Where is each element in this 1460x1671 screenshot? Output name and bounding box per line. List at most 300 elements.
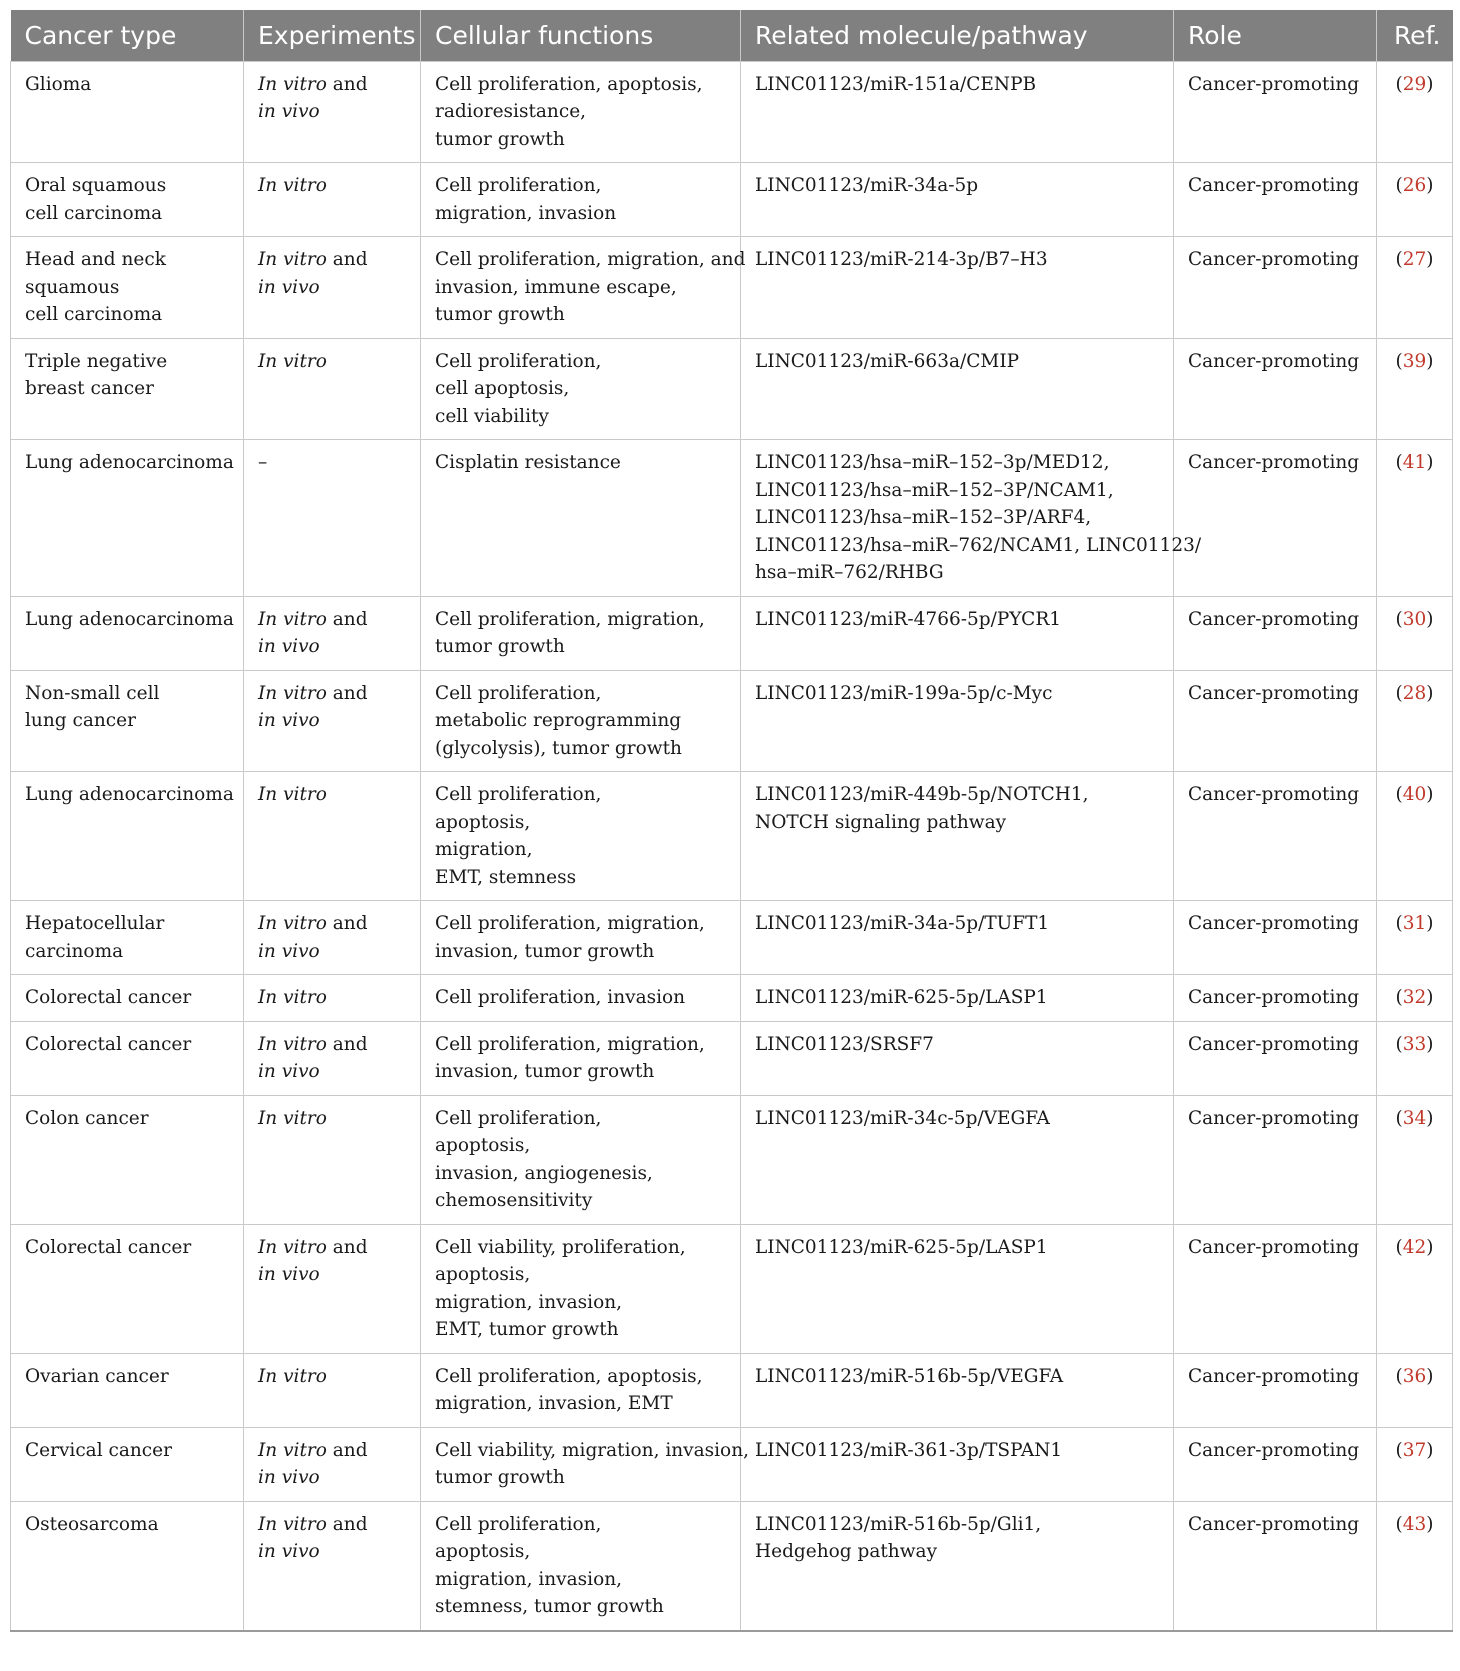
experiments-line (258, 1538, 406, 1566)
cell-role (1174, 772, 1377, 901)
experiments-line (258, 1105, 406, 1133)
cell-role (1174, 1021, 1377, 1095)
cell-cellular-functions (421, 237, 746, 339)
role-text: Cancer-promoting (1188, 682, 1360, 704)
experiments-line (258, 1511, 406, 1539)
experiments-italic: in vivo (258, 1467, 320, 1488)
cell-related-molecule (741, 772, 1174, 901)
cell-related-molecule (741, 1427, 1174, 1501)
experiments-line (258, 348, 406, 376)
experiments-line (258, 1363, 406, 1391)
cell-cancer-type (11, 1095, 244, 1224)
role-text: Cancer-promoting (1188, 1107, 1360, 1129)
cell-experiments (244, 237, 421, 339)
table-row (11, 1353, 1453, 1427)
cancer-type-line: Osteosarcoma (25, 1513, 159, 1535)
ref-wrapper: (33) (1395, 1033, 1434, 1055)
experiments-plain: and (326, 1513, 368, 1535)
functions-line: migration, invasion, (435, 1568, 622, 1590)
functions-line: Cell proliferation, migration, (435, 1033, 705, 1055)
cell-related-molecule (741, 1095, 1174, 1224)
ref-link[interactable]: 41 (1402, 452, 1427, 473)
cell-ref (1377, 1224, 1453, 1353)
cell-experiments (244, 1224, 421, 1353)
molecule-line: LINC01123/hsa–miR–152–3p/MED12, (755, 452, 1110, 473)
cell-related-molecule (741, 1501, 1174, 1631)
functions-line: invasion, angiogenesis, (435, 1162, 653, 1184)
functions-line: migration, invasion (435, 202, 617, 224)
cancer-type-line: Head and neck (25, 249, 166, 270)
experiments-plain: and (326, 913, 368, 934)
molecule-line: LINC01123/miR-516b-5p/Gli1, (755, 1513, 1042, 1535)
molecule-line: LINC01123/miR-625-5p/LASP1 (755, 987, 1048, 1008)
cell-experiments (244, 1095, 421, 1224)
ref-link[interactable]: 34 (1402, 1107, 1427, 1129)
experiments-plain: and (326, 682, 368, 704)
cell-cancer-type (11, 1427, 244, 1501)
functions-line: migration, invasion, EMT (435, 1393, 673, 1414)
cell-role (1174, 1501, 1377, 1631)
cell-related-molecule (741, 975, 1174, 1022)
ref-wrapper: (43) (1395, 1513, 1434, 1535)
functions-line: cell viability (435, 405, 549, 427)
cell-related-molecule (741, 237, 1174, 339)
functions-line: stemness, tumor growth (435, 1596, 664, 1617)
role-text: Cancer-promoting (1188, 1439, 1360, 1461)
table-row (11, 1224, 1453, 1353)
ref-link[interactable]: 27 (1402, 249, 1427, 270)
experiments-italic: in vivo (258, 276, 320, 298)
cancer-type-line: Hepatocellular (25, 913, 165, 934)
functions-line: Cell proliferation, (435, 784, 602, 805)
experiments-line (258, 1464, 406, 1492)
molecule-line: LINC01123/miR-34a-5p/TUFT1 (755, 913, 1050, 934)
cell-cellular-functions (421, 1427, 749, 1501)
ref-link[interactable]: 30 (1402, 608, 1427, 630)
ref-link[interactable]: 33 (1402, 1033, 1427, 1055)
ref-wrapper: (31) (1395, 913, 1434, 934)
cell-related-molecule (741, 670, 1174, 772)
cell-ref (1377, 1427, 1453, 1501)
molecule-line: LINC01123/miR-625-5p/LASP1 (755, 1236, 1048, 1258)
cell-ref (1377, 61, 1453, 163)
cell-cancer-type (11, 1501, 244, 1631)
cell-role (1174, 1427, 1377, 1501)
cell-cellular-functions (421, 61, 741, 163)
functions-line: Cell proliferation, (435, 1107, 602, 1129)
functions-line: cell apoptosis, (435, 378, 570, 399)
cell-ref (1377, 440, 1453, 597)
functions-line: chemosensitivity (435, 1190, 593, 1211)
cell-role (1174, 61, 1377, 163)
role-text: Cancer-promoting (1188, 1033, 1360, 1055)
molecule-line: LINC01123/miR-361-3p/TSPAN1 (755, 1439, 1063, 1461)
molecule-line: LINC01123/miR-214-3p/B7–H3 (755, 249, 1048, 270)
table-row (11, 596, 1453, 670)
cell-role (1174, 237, 1377, 339)
experiments-line (258, 680, 406, 708)
table-row (11, 772, 1453, 901)
ref-wrapper: (42) (1395, 1236, 1434, 1258)
ref-link[interactable]: 39 (1402, 350, 1427, 372)
cancer-type-line: Non-small cell (25, 682, 160, 704)
cell-ref (1377, 772, 1453, 901)
header-related-molecule: Related molecule/pathway (741, 10, 1174, 61)
cell-cellular-functions (421, 1021, 741, 1095)
cancer-type-line: Oral squamous (25, 175, 167, 196)
cell-related-molecule (741, 596, 1174, 670)
role-text: Cancer-promoting (1188, 249, 1360, 270)
role-text: Cancer-promoting (1188, 913, 1360, 934)
cell-cellular-functions (421, 338, 741, 440)
cancer-type-line: Lung adenocarcinoma (25, 452, 234, 473)
cell-experiments (244, 901, 421, 975)
molecule-line: LINC01123/miR-663a/CMIP (755, 350, 1020, 372)
ref-wrapper: (40) (1395, 784, 1434, 805)
ref-wrapper: (28) (1395, 682, 1434, 704)
functions-line: apoptosis, (435, 1264, 531, 1285)
cell-ref (1377, 338, 1453, 440)
experiments-italic: In vitro (258, 73, 327, 95)
experiments-line (258, 71, 406, 99)
functions-line: invasion, immune escape, (435, 276, 677, 298)
role-text: Cancer-promoting (1188, 987, 1360, 1008)
cell-experiments (244, 440, 421, 597)
functions-line: radioresistance, (435, 101, 587, 122)
cancer-type-line: lung cancer (25, 710, 136, 731)
experiments-italic: In vitro (258, 608, 327, 630)
table-row (11, 670, 1453, 772)
ref-wrapper: (41) (1395, 452, 1434, 473)
experiments-italic: In vitro (258, 1033, 327, 1055)
experiments-italic: In vitro (258, 1107, 327, 1129)
cell-ref (1377, 975, 1453, 1022)
functions-line: apoptosis, (435, 1541, 531, 1562)
cell-related-molecule (741, 1021, 1174, 1095)
ref-link[interactable]: 31 (1402, 913, 1427, 934)
molecule-line: LINC01123/SRSF7 (755, 1033, 934, 1055)
molecule-line: LINC01123/miR-199a-5p/c-Myc (755, 682, 1053, 704)
experiments-italic: In vitro (258, 1439, 327, 1461)
table-row (11, 338, 1453, 440)
cancer-type-line: Cervical cancer (25, 1439, 172, 1461)
experiments-italic: In vitro (258, 784, 327, 805)
functions-line: tumor growth (435, 304, 565, 325)
cell-cancer-type (11, 670, 244, 772)
functions-line: Cell proliferation, (435, 350, 602, 372)
functions-line: Cisplatin resistance (435, 452, 621, 473)
cell-related-molecule (741, 901, 1174, 975)
ref-wrapper: (36) (1395, 1365, 1434, 1387)
functions-line: Cell proliferation, (435, 1513, 602, 1535)
experiments-line (258, 1031, 406, 1059)
cell-experiments (244, 1427, 421, 1501)
cell-cellular-functions (421, 596, 741, 670)
role-text: Cancer-promoting (1188, 452, 1360, 473)
cell-ref (1377, 1095, 1453, 1224)
molecule-line: NOTCH signaling pathway (755, 811, 1007, 833)
experiments-plain: and (326, 1033, 368, 1055)
experiments-plain: and (326, 1439, 368, 1461)
cell-ref (1377, 670, 1453, 772)
functions-line: Cell proliferation, migration, and (435, 249, 746, 270)
molecule-line: LINC01123/miR-34a-5p (755, 175, 979, 196)
ref-link[interactable]: 28 (1402, 682, 1427, 704)
cell-cancer-type (11, 1021, 244, 1095)
experiments-line (258, 1058, 406, 1086)
header-cancer-type: Cancer type (11, 10, 244, 61)
cell-cancer-type (11, 975, 244, 1022)
role-text: Cancer-promoting (1188, 784, 1360, 805)
experiments-italic: in vivo (258, 1264, 320, 1285)
molecule-line: LINC01123/miR-4766-5p/PYCR1 (755, 608, 1062, 630)
experiments-italic: in vivo (258, 101, 320, 122)
cell-ref (1377, 596, 1453, 670)
header-cellular-functions: Cellular functions (421, 10, 741, 61)
table-row (11, 1427, 1453, 1501)
header-experiments: Experiments (244, 10, 421, 61)
functions-line: (glycolysis), tumor growth (435, 737, 682, 759)
cancer-type-line: carcinoma (25, 940, 124, 962)
cell-experiments (244, 1021, 421, 1095)
ref-wrapper: (32) (1395, 987, 1434, 1008)
cell-cellular-functions (421, 1353, 741, 1427)
experiments-plain: – (258, 452, 268, 473)
experiments-line (258, 984, 406, 1012)
experiments-line (258, 172, 406, 200)
experiments-line (258, 98, 406, 126)
ref-wrapper: (37) (1395, 1439, 1434, 1461)
cell-related-molecule (741, 61, 1174, 163)
header-ref: Ref. (1377, 10, 1453, 61)
cell-experiments (244, 163, 421, 237)
cell-cancer-type (11, 338, 244, 440)
experiments-italic: In vitro (258, 987, 327, 1008)
functions-line: invasion, tumor growth (435, 1061, 655, 1082)
cell-cellular-functions (421, 1501, 741, 1631)
ref-wrapper: (27) (1395, 249, 1434, 270)
ref-wrapper: (29) (1395, 73, 1434, 95)
cell-ref (1377, 237, 1453, 339)
functions-line: metabolic reprogramming (435, 710, 682, 731)
cell-role (1174, 1095, 1377, 1224)
cancer-table (10, 10, 1453, 1632)
table-row (11, 1021, 1453, 1095)
ref-wrapper: (34) (1395, 1107, 1434, 1129)
cancer-type-line: Lung adenocarcinoma (25, 608, 234, 630)
role-text: Cancer-promoting (1188, 73, 1360, 95)
molecule-line: LINC01123/hsa–miR–152–3P/NCAM1, (755, 479, 1114, 501)
molecule-line: LINC01123/hsa–miR–152–3P/ARF4, (755, 507, 1092, 528)
table-body (11, 61, 1453, 1631)
experiments-line (258, 633, 406, 661)
cell-role (1174, 596, 1377, 670)
functions-line: tumor growth (435, 636, 565, 657)
experiments-plain: and (326, 608, 368, 630)
cell-cancer-type (11, 596, 244, 670)
functions-line: apoptosis, (435, 811, 531, 833)
cell-role (1174, 338, 1377, 440)
molecule-line: LINC01123/miR-516b-5p/VEGFA (755, 1365, 1064, 1387)
functions-line: Cell proliferation, apoptosis, (435, 73, 703, 95)
role-text: Cancer-promoting (1188, 175, 1360, 196)
cell-ref (1377, 901, 1453, 975)
experiments-plain: and (326, 249, 368, 270)
experiments-line (258, 1261, 406, 1289)
experiments-line (258, 910, 406, 938)
cell-ref (1377, 1353, 1453, 1427)
cancer-type-line: Colorectal cancer (25, 987, 192, 1008)
cell-related-molecule (741, 1224, 1174, 1353)
cell-related-molecule (741, 1353, 1174, 1427)
cell-cancer-type (11, 237, 244, 339)
cell-cancer-type (11, 1353, 244, 1427)
cell-cancer-type (11, 772, 244, 901)
ref-link[interactable]: 36 (1402, 1365, 1427, 1387)
functions-line: EMT, stemness (435, 866, 577, 888)
ref-link[interactable]: 43 (1402, 1513, 1427, 1535)
functions-line: migration, (435, 839, 533, 860)
cell-experiments (244, 670, 421, 772)
functions-line: Cell viability, migration, invasion, (435, 1439, 749, 1461)
cell-experiments (244, 61, 421, 163)
molecule-line: LINC01123/miR-449b-5p/NOTCH1, (755, 784, 1089, 805)
experiments-line (258, 606, 406, 634)
experiments-line (258, 274, 406, 302)
cell-cancer-type (11, 440, 244, 597)
table-row (11, 237, 1453, 339)
role-text: Cancer-promoting (1188, 608, 1360, 630)
functions-line: Cell proliferation, (435, 682, 602, 704)
cancer-type-line: Colon cancer (25, 1107, 149, 1129)
experiments-italic: In vitro (258, 249, 327, 270)
cancer-type-line: Colorectal cancer (25, 1236, 192, 1258)
ref-link[interactable]: 37 (1402, 1439, 1427, 1461)
cancer-type-line: Triple negative (25, 350, 168, 372)
molecule-line: hsa–miR–762/RHBG (755, 562, 944, 583)
experiments-italic: In vitro (258, 175, 327, 196)
cancer-type-line: Lung adenocarcinoma (25, 784, 234, 805)
table-row (11, 163, 1453, 237)
ref-link[interactable]: 32 (1402, 987, 1427, 1008)
functions-line: invasion, tumor growth (435, 940, 655, 962)
cell-experiments (244, 338, 421, 440)
cell-cellular-functions (421, 670, 741, 772)
experiments-italic: in vivo (258, 636, 320, 657)
cell-cancer-type (11, 1224, 244, 1353)
table-row (11, 1095, 1453, 1224)
cell-ref (1377, 1501, 1453, 1631)
experiments-italic: In vitro (258, 682, 327, 704)
cancer-type-line: breast cancer (25, 378, 154, 399)
role-text: Cancer-promoting (1188, 1365, 1360, 1387)
cell-experiments (244, 975, 421, 1022)
cell-cellular-functions (421, 440, 741, 597)
experiments-italic: In vitro (258, 913, 327, 934)
role-text: Cancer-promoting (1188, 1513, 1360, 1535)
experiments-line (258, 1437, 406, 1465)
cell-cellular-functions (421, 163, 741, 237)
experiments-italic: in vivo (258, 710, 320, 731)
functions-line: Cell proliferation, (435, 175, 602, 196)
cell-related-molecule (741, 338, 1174, 440)
functions-line: tumor growth (435, 128, 565, 150)
functions-line: Cell viability, proliferation, (435, 1236, 686, 1258)
experiments-plain: and (326, 1236, 368, 1258)
experiments-line (258, 938, 406, 966)
cell-role (1174, 1224, 1377, 1353)
experiments-italic: in vivo (258, 940, 320, 962)
functions-line: Cell proliferation, migration, (435, 913, 705, 934)
cell-cellular-functions (421, 1095, 741, 1224)
experiments-italic: In vitro (258, 1365, 327, 1387)
header-role: Role (1174, 10, 1377, 61)
experiments-italic: In vitro (258, 350, 327, 372)
experiments-italic: in vivo (258, 1541, 320, 1562)
cell-related-molecule (741, 440, 1202, 597)
functions-line: tumor growth (435, 1467, 565, 1488)
cell-role (1174, 670, 1377, 772)
cell-ref (1377, 163, 1453, 237)
experiments-line (258, 781, 406, 809)
cell-role (1174, 901, 1377, 975)
table-row (11, 1501, 1453, 1631)
table-row (11, 901, 1453, 975)
ref-wrapper: (30) (1395, 608, 1434, 630)
cell-experiments (244, 596, 421, 670)
functions-line: Cell proliferation, apoptosis, (435, 1365, 703, 1387)
cell-experiments (244, 772, 421, 901)
cell-role (1174, 163, 1377, 237)
ref-link[interactable]: 40 (1402, 784, 1427, 805)
cancer-type-line: squamous (25, 276, 120, 298)
ref-link[interactable]: 42 (1402, 1236, 1427, 1258)
role-text: Cancer-promoting (1188, 350, 1360, 372)
functions-line: Cell proliferation, invasion (435, 987, 686, 1008)
cell-cellular-functions (421, 1224, 741, 1353)
experiments-italic: In vitro (258, 1236, 327, 1258)
cell-ref (1377, 1021, 1453, 1095)
cancer-type-line: cell carcinoma (25, 304, 163, 325)
molecule-line: Hedgehog pathway (755, 1541, 938, 1562)
ref-link[interactable]: 29 (1402, 73, 1427, 95)
functions-line: EMT, tumor growth (435, 1319, 619, 1340)
cancer-type-line: cell carcinoma (25, 202, 163, 224)
cell-cancer-type (11, 163, 244, 237)
ref-wrapper: (26) (1395, 175, 1434, 196)
cell-cellular-functions (421, 975, 741, 1022)
cell-cancer-type (11, 901, 244, 975)
functions-line: Cell proliferation, migration, (435, 608, 705, 630)
cell-role (1174, 975, 1377, 1022)
header-row (11, 10, 1453, 61)
cell-role (1174, 440, 1377, 597)
cancer-type-line: Ovarian cancer (25, 1365, 169, 1387)
data-table-wrapper (10, 10, 1452, 1632)
experiments-plain: and (326, 73, 368, 95)
experiments-italic: in vivo (258, 1061, 320, 1082)
functions-line: apoptosis, (435, 1135, 531, 1156)
table-row (11, 440, 1453, 597)
table-row (11, 61, 1453, 163)
cell-related-molecule (741, 163, 1174, 237)
ref-link[interactable]: 26 (1402, 175, 1427, 196)
table-row (11, 975, 1453, 1022)
cancer-type-line: Glioma (25, 73, 92, 95)
cell-experiments (244, 1501, 421, 1631)
cancer-type-line: Colorectal cancer (25, 1033, 192, 1055)
experiments-italic: In vitro (258, 1513, 327, 1535)
